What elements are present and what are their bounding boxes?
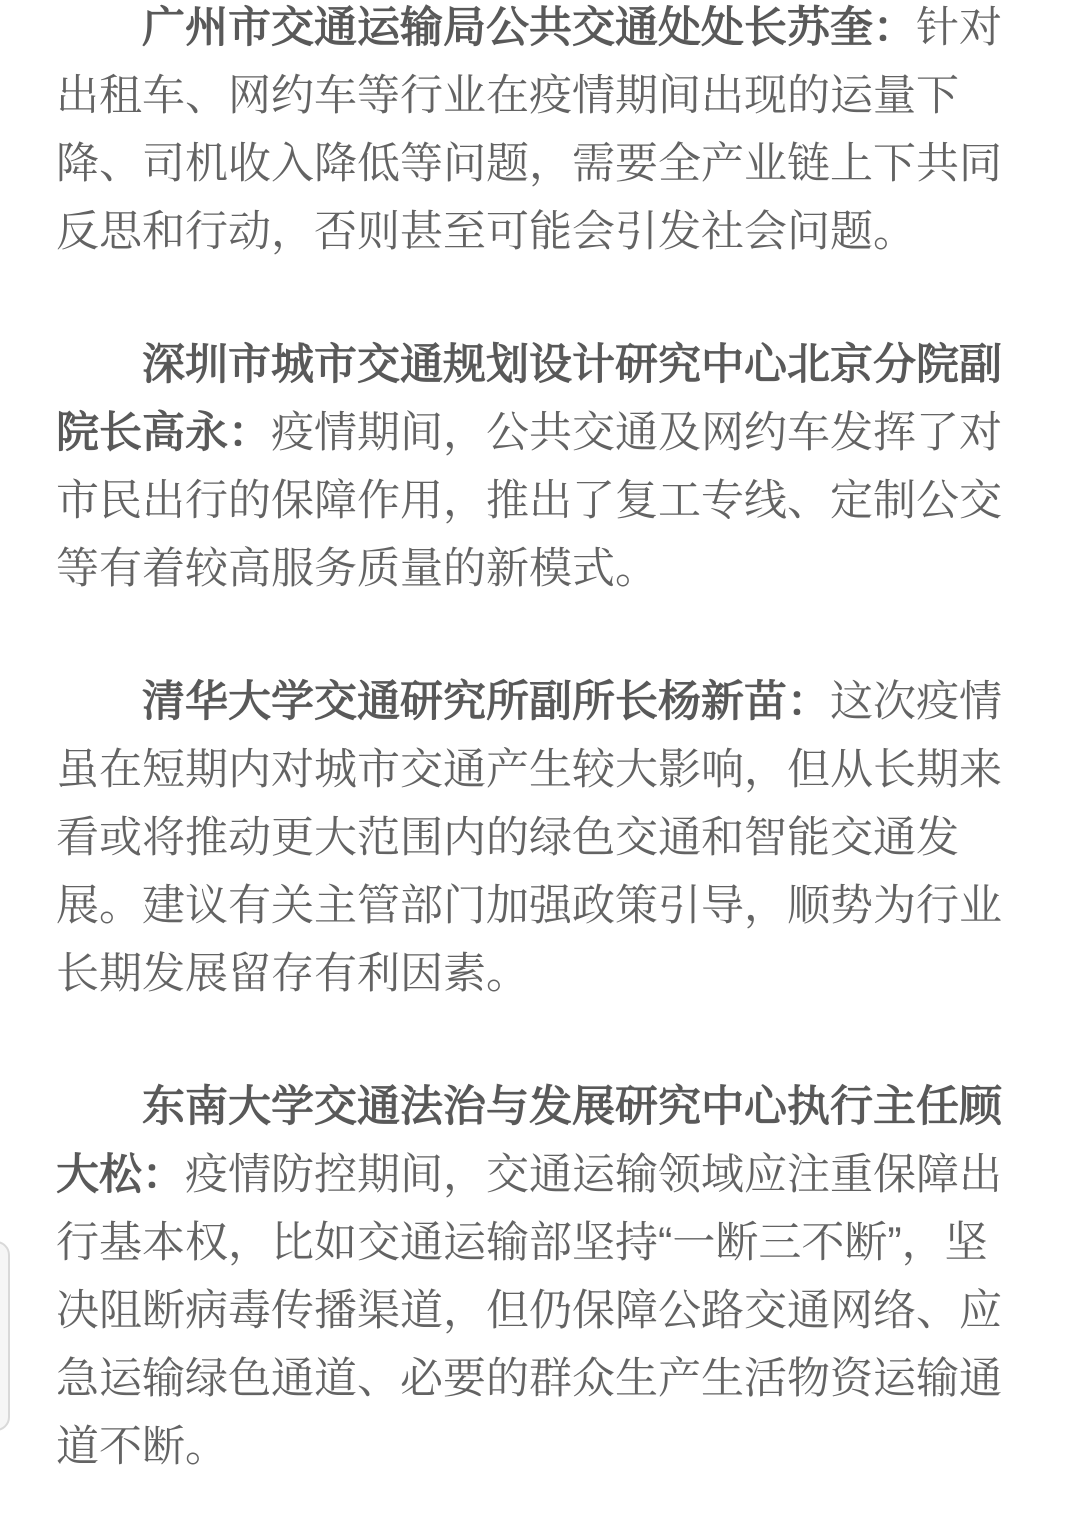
statement-text: 针对出租车、网约车等行业在疫情期间出现的运量下降、司机收入降低等问题，需要全产业链上下共同反思和行动，否则甚至可能会引发社会问题。 (56, 4, 1002, 256)
paragraph (56, 668, 1004, 1008)
speaker-name: 广州市交通运输局公共交通处处长苏奎： (142, 4, 916, 52)
paragraph (56, 0, 1004, 266)
paragraph (56, 1073, 1004, 1481)
speaker-name: 东南大学交通法治与发展研究中心执行主任顾大松： (56, 1083, 1002, 1199)
statement-text: 疫情期间，公共交通及网约车发挥了对市民出行的保障作用，推出了复工专线、定制公交等有着较高服务质量的新模式。 (56, 409, 1002, 593)
edge-panel-handle[interactable] (0, 1241, 10, 1431)
speaker-name: 清华大学交通研究所副所长杨新苗： (142, 678, 830, 726)
paragraph (56, 331, 1004, 603)
statement-text: 这次疫情虽在短期内对城市交通产生较大影响，但从长期来看或将推动更大范围内的绿色交通和智能交通发展。建议有关主管部门加强政策引导，顺势为行业长期发展留存有利因素。 (56, 678, 1002, 998)
statement-text: 疫情防控期间，交通运输领域应注重保障出行基本权，比如交通运输部坚持“一断三不断”，坚决阻断病毒传播渠道，但仍保障公路交通网络、应急运输绿色通道、必要的群众生产生活物资运输通道不断。 (56, 1151, 1002, 1471)
speaker-name: 深圳市城市交通规划设计研究中心北京分院副院长高永： (56, 341, 1002, 457)
article-body (56, 0, 1004, 1481)
